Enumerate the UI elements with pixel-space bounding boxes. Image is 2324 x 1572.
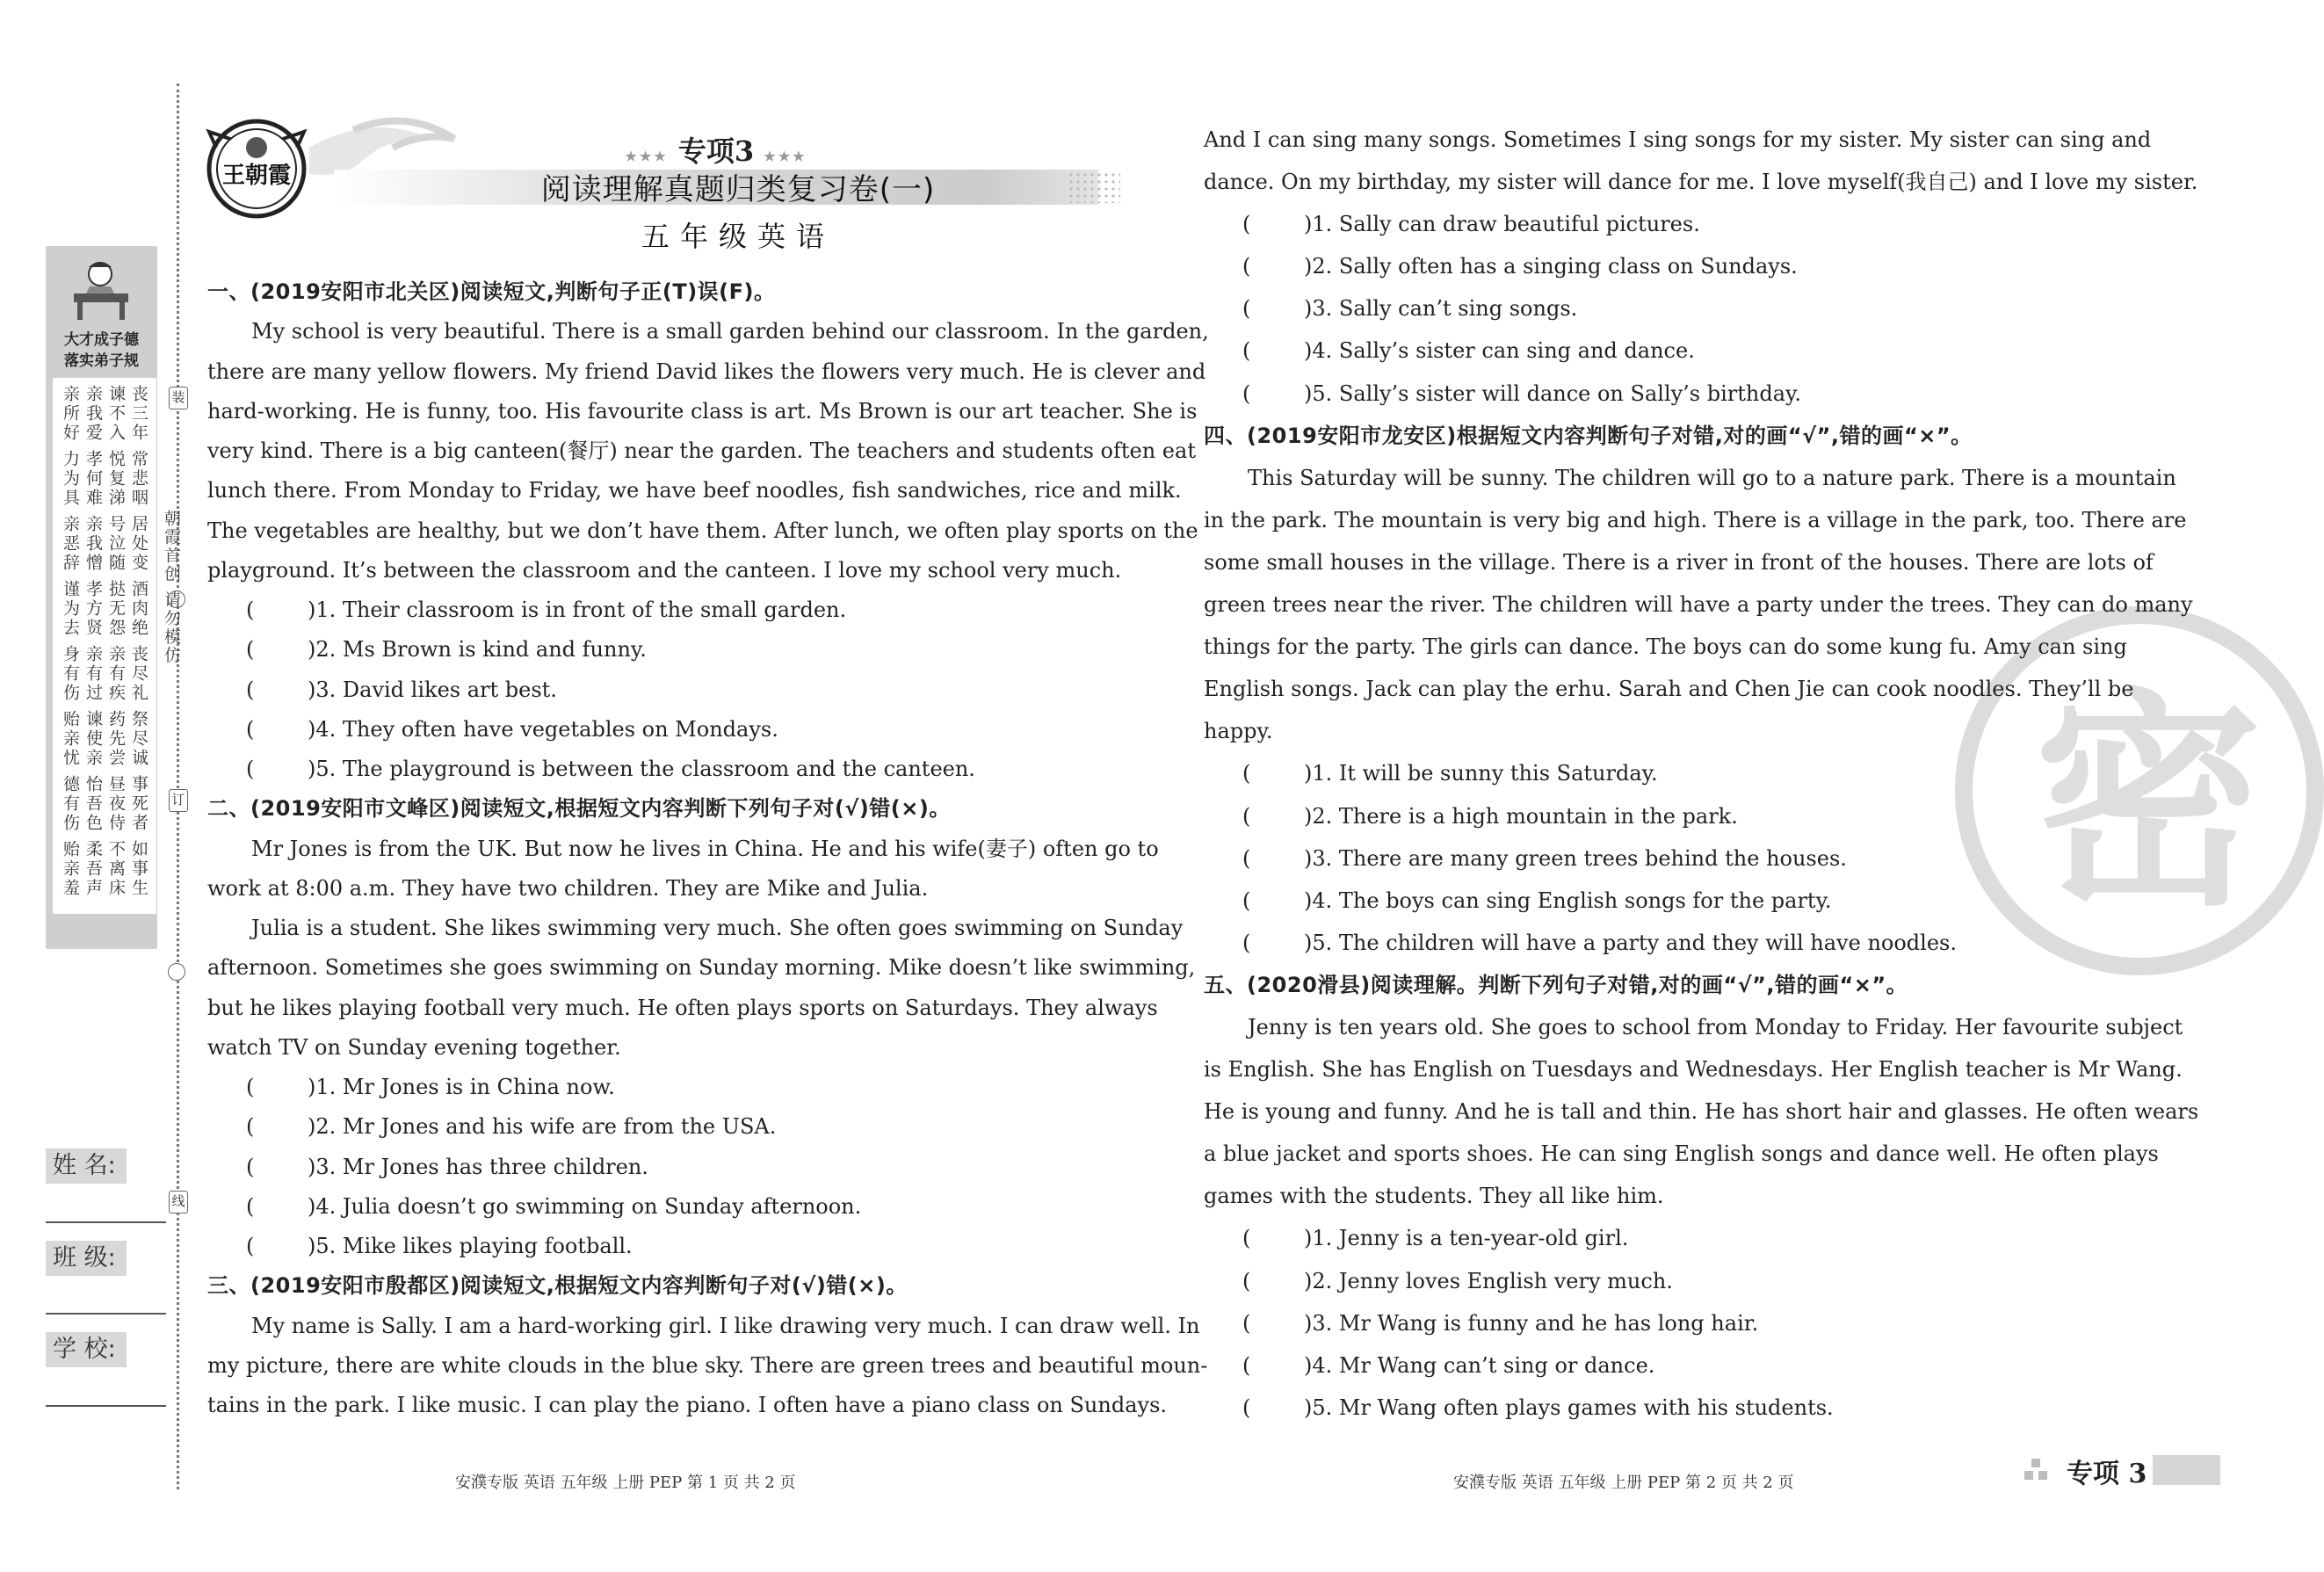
answer-blank[interactable]: ( [1242,296,1251,322]
poem-column: 柔吾声 [83,840,103,898]
passage-line: is English. She has English on Tuesdays and Wednesdays. Her English teacher is Mr Wang. [1204,1057,2183,1083]
passage-line: green trees near the river. The children will have a party under the trees. They can do many [1204,592,2193,618]
binding-hole-2 [168,963,185,981]
school-label: 学 校: [46,1332,127,1367]
binding-tag-3: 线 [169,1191,188,1213]
answer-blank[interactable]: ( [246,716,255,742]
question-item [207,1107,1126,1147]
question-text: )4. Julia doesn’t go swimming on Sunday afternoon. [308,1193,862,1219]
question-item [1204,880,2121,922]
name-field[interactable] [46,1221,166,1223]
logo-emblem [204,112,459,225]
poem-stanza [56,840,153,898]
answer-blank[interactable]: ( [1242,761,1251,786]
right-page-content [1204,119,2199,1429]
answer-blank[interactable]: ( [1242,1395,1251,1420]
series-label [615,129,817,170]
question-item [1204,1302,2121,1344]
poem-column: 力为具 [61,450,80,508]
answer-blank[interactable]: ( [246,1234,255,1258]
poem-column: 祭尽诚 [129,710,148,768]
answer-blank[interactable]: ( [246,677,255,702]
poem-column: 谏使亲 [83,710,103,768]
answer-blank[interactable]: ( [1242,845,1251,871]
answer-blank[interactable]: ( [1242,1310,1251,1336]
poem-stanza [56,710,153,768]
answer-blank[interactable]: ( [1242,1268,1251,1293]
answer-blank[interactable]: ( [1242,1352,1251,1378]
question-text: )2. Mr Jones and his wife are from the USA. [308,1114,777,1140]
poem-column: 酒肉绝 [129,580,148,638]
passage-line: The vegetables are healthy, but we don’t have them. After lunch, we often play sports on the [207,518,1198,543]
question-item [1204,922,2121,964]
poem-column: 丧三年 [129,385,148,443]
question-text: )5. The children will have a party and they will have noodles. [1304,930,1957,955]
section-heading: 一、(2019安阳市北关区)阅读短文,判断句子正(T)误(F)。 [207,279,776,304]
question-text: )2. Ms Brown is kind and funny. [308,637,647,663]
question-text: )3. Mr Jones has three children. [308,1154,648,1179]
poem-column: 丧尽礼 [129,645,148,703]
seal-watermark-char: 密 [2034,671,2262,937]
question-item [207,1068,1126,1107]
corner-bar [2153,1455,2220,1485]
passage-line: tains in the park. I like music. I can play the piano. I often have a piano class on Sundays. [207,1393,1168,1417]
poem-column: 亲我爱 [83,385,103,443]
poem-column: 贻亲羞 [61,840,80,898]
poem-stanza [56,580,153,638]
answer-blank[interactable]: ( [246,1154,255,1179]
right-page-footer: 安濮专版 英语 五年级 上册 PEP 第 2 页 共 2 页 [1453,1474,1794,1492]
poem-column: 身有伤 [61,645,80,703]
motto-line-1: 大才成子德 [64,331,139,349]
answer-blank[interactable]: ( [246,1193,255,1219]
answer-blank[interactable]: ( [246,1114,255,1140]
question-item [1204,837,2121,880]
poem-column: 事死者 [129,775,148,833]
poem-column: 亲有疾 [106,645,126,703]
question-text: )4. Sally’s sister can sing and dance. [1304,338,1695,364]
poem-column: 亲我憎 [83,515,103,573]
passage-line: English songs. Jack can play the erhu. Sarah and Chen Jie can cook noodles. They’ll be [1204,677,2134,702]
poem-stanza [56,645,153,703]
passage-line: happy. [1204,719,1273,744]
question-text: )1. Jenny is a ten-year-old girl. [1304,1226,1629,1251]
corner-series-tag: 专项 3 [2067,1459,2147,1489]
poem-column: 昼夜侍 [106,775,126,833]
scholar-illustration [56,255,147,323]
school-field[interactable] [46,1405,166,1407]
section-heading: 三、(2019安阳市殷都区)阅读短文,根据短文内容判断句子对(√)错(×)。 [207,1273,908,1299]
passage-line: in the park. The mountain is very big and high. There is a village in the park, too. There are [1204,507,2187,532]
binding-tag-2: 订 [169,789,188,812]
logo-text: 王朝霞 [221,163,292,189]
question-text: )5. Mr Wang often plays games with his students. [1304,1395,1834,1420]
page-subtitle: 五年级英语 [641,220,835,253]
question-item [207,1187,1126,1227]
question-text: )5. The playground is between the classroom and the canteen. [308,757,975,781]
question-text: )3. There are many green trees behind the houses. [1304,845,1847,871]
binding-tag-1: 装 [169,387,188,409]
passage-line: lunch there. From Monday to Friday, we have beef noodles, fish sandwiches, rice and milk. [207,478,1182,503]
passage-line: This Saturday will be sunny. The children will go to a nature park. There is a mountain [1248,465,2176,490]
answer-blank[interactable]: ( [246,757,255,781]
question-item [207,710,1126,750]
stars-left: ★★★ [625,149,669,164]
question-item [1204,1344,2121,1387]
passage-line: Jenny is ten years old. She goes to school from Monday to Friday. Her favourite subject [1248,1014,2183,1040]
answer-blank[interactable]: ( [246,1075,255,1099]
motto-line-2: 落实弟子规 [64,352,139,370]
question-text: )5. Sally’s sister will dance on Sally’s birthday. [1304,380,1802,406]
passage-line: there are many yellow flowers. My friend David likes the flowers very much. He is clever and [207,359,1206,384]
question-text: )1. Their classroom is in front of the small garden. [308,598,847,622]
page-title: 阅读理解真题归类复习卷(一) [540,172,936,207]
question-text: )4. They often have vegetables on Mondays. [308,716,778,742]
poem-stanza [56,775,153,833]
question-item [1204,752,2121,794]
poem-column: 常悲咽 [129,450,148,508]
answer-blank[interactable]: ( [1242,338,1251,364]
question-item [207,750,1126,789]
poem-column: 如事生 [129,840,148,898]
answer-blank[interactable]: ( [246,598,255,622]
passage-line: playground. It’s between the classroom and the canteen. I love my school very much. [207,557,1122,583]
passage-line: watch TV on Sunday evening together. [207,1034,621,1060]
question-text: )4. Mr Wang can’t sing or dance. [1304,1352,1655,1378]
question-text: )1. Sally can draw beautiful pictures. [1304,212,1700,237]
passage-line: Julia is a student. She likes swimming very much. She often goes swimming on Sunday [251,916,1184,940]
poem-stanza [56,450,153,508]
vertical-note: 朝霞首创 请勿模仿 [162,510,181,665]
ribbon-dots [1068,171,1120,203]
poem-column: 号泣随 [106,515,126,573]
answer-blank[interactable]: ( [1242,803,1251,829]
passage-line: He is young and funny. And he is tall and thin. He has short hair and glasses. He often wears [1204,1099,2199,1125]
question-item [207,1148,1126,1187]
poem-column: 贻亲忧 [61,710,80,768]
series-label-text: 专项3 [677,134,755,168]
binding-line [177,83,179,1489]
class-field[interactable] [46,1313,166,1315]
question-item [207,630,1126,670]
poem-column: 亲有过 [83,645,103,703]
question-item [1204,245,2121,287]
poem-column: 孝方贤 [83,580,103,638]
question-item [1204,1217,2121,1259]
poem-column: 德有伤 [61,775,80,833]
passage-line: My school is very beautiful. There is a small garden behind our classroom. In the garden, [251,319,1209,344]
question-item [1204,795,2121,837]
poem-column: 孝何难 [83,450,103,508]
question-item [207,670,1126,710]
poem-column: 不离床 [106,840,126,898]
passage-line: And I can sing many songs. Sometimes I sing songs for my sister. My sister can sing and [1204,127,2152,152]
passage-line: dance. On my birthday, my sister will dance for me. I love myself(我自己) and I love my sister. [1204,170,2198,195]
question-item [1204,330,2121,372]
passage-line: work at 8:00 a.m. They have two children. They are Mike and Julia. [207,875,929,901]
question-text: )4. The boys can sing English songs for the party. [1304,887,1832,913]
question-item [1204,287,2121,330]
poem-stanza [56,515,153,573]
question-text: )2. Sally often has a singing class on Sundays. [1304,254,1798,279]
passage-line: games with the students. They all like him. [1204,1184,1664,1209]
answer-blank[interactable]: ( [1242,380,1251,406]
question-item [1204,203,2121,245]
passage-line: but he likes playing football very much. He often plays sports on Saturdays. They always [207,995,1158,1020]
poem-column: 药先尝 [106,710,126,768]
section-heading: 四、(2019安阳市龙安区)根据短文内容判断句子对错,对的画“√”,错的画“×”。 [1204,423,1973,448]
question-item [207,590,1126,630]
passage-line: My name is Sally. I am a hard-working girl. I like drawing very much. I can draw well. In [251,1313,1200,1338]
class-label: 班 级: [46,1241,127,1276]
answer-blank[interactable]: ( [1242,212,1251,237]
section-heading: 五、(2020滑县)阅读理解。判断下列句子对错,对的画“√”,错的画“×”。 [1204,972,1908,997]
poem-column: 挞无怨 [106,580,126,638]
passage-line: very kind. There is a big canteen(餐厅) near the garden. The teachers and students often eat [207,438,1196,463]
passage-line: hard-working. He is funny, too. His favourite class is art. Ms Brown is our art teacher. She is [207,398,1198,424]
question-text: )3. Sally can’t sing songs. [1304,296,1578,322]
question-text: )5. Mike likes playing football. [308,1234,633,1258]
poem-column: 悦复涕 [106,450,126,508]
poem-column: 谏不入 [106,385,126,443]
question-item [207,1227,1126,1266]
question-text: )2. Jenny loves English very much. [1304,1268,1673,1293]
question-text: )1. Mr Jones is in China now. [308,1075,615,1099]
poem-column: 亲所好 [61,385,80,443]
footer-squares [2024,1459,2060,1485]
passage-line: afternoon. Sometimes she goes swimming on Sunday morning. Mike doesn’t like swimming, [207,955,1196,981]
left-page-content [207,272,1209,1425]
question-text: )2. There is a high mountain in the park. [1304,803,1738,829]
poem-column: 谨为去 [61,580,80,638]
question-text: )1. It will be sunny this Saturday. [1304,761,1658,786]
answer-blank[interactable]: ( [1242,1226,1251,1251]
question-item [1204,1260,2121,1302]
passage-line: some small houses in the village. There is a river in front of the houses. There are lots of [1204,549,2154,575]
passage-line: Mr Jones is from the UK. But now he lives in China. He and his wife(妻子) often go to [251,836,1159,861]
question-text: )3. Mr Wang is funny and he has long hair. [1304,1310,1759,1336]
question-item [1204,1387,2121,1429]
name-label: 姓 名: [46,1148,127,1184]
answer-blank[interactable]: ( [1242,254,1251,279]
sidebar-motto-card [46,246,157,949]
question-item [1204,373,2121,415]
answer-blank[interactable]: ( [246,637,255,663]
section-heading: 二、(2019安阳市文峰区)阅读短文,根据短文内容判断下列句子对(√)错(×)。 [207,796,951,822]
passage-line: things for the party. The girls can dance. The boys can do some kung fu. Amy can sing [1204,634,2127,660]
poem-stanza [56,385,153,443]
passage-line: my picture, there are white clouds in the blue sky. There are green trees and beautiful moun- [207,1352,1208,1378]
answer-blank[interactable]: ( [1242,930,1251,955]
answer-blank[interactable]: ( [1242,887,1251,913]
left-page-footer: 安濮专版 英语 五年级 上册 PEP 第 1 页 共 2 页 [455,1474,796,1492]
poem-column: 怡吾色 [83,775,103,833]
poem-column: 亲恶辞 [61,515,80,573]
di-zi-gui-poem [53,378,156,914]
poem-column: 居处变 [129,515,148,573]
question-text: )3. David likes art best. [308,677,557,702]
stars-right: ★★★ [764,149,807,164]
passage-line: a blue jacket and sports shoes. He can sing English songs and dance well. He often plays [1204,1141,2159,1167]
